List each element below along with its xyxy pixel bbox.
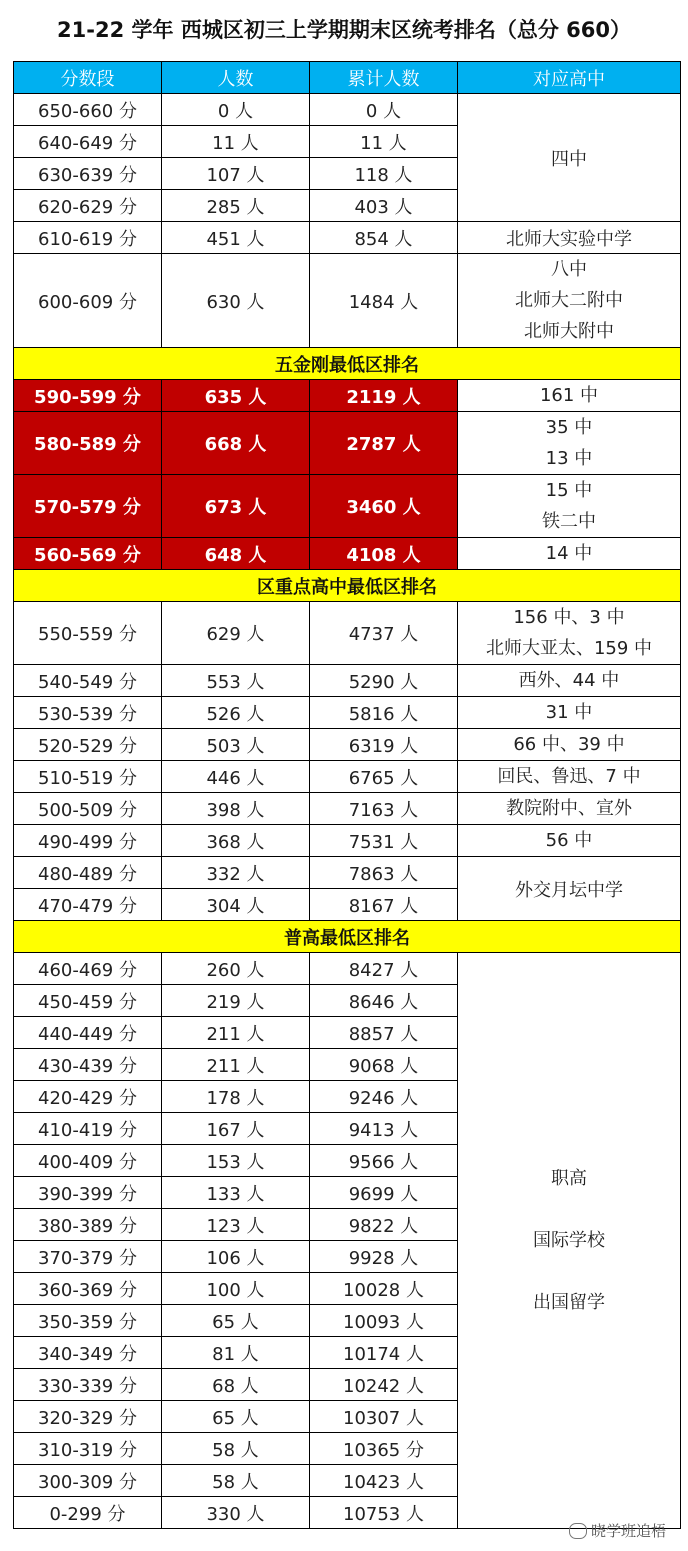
- school-cell: [458, 412, 681, 475]
- header-row: [14, 62, 681, 94]
- cumulative-cell: 4737 人: [310, 602, 458, 665]
- cumulative-cell: 9699 人: [310, 1177, 458, 1209]
- page-title: 21-22 学年 西城区初三上学期期末区统考排名（总分 660）: [57, 18, 631, 42]
- school-name: 教院附中、宣外: [506, 798, 632, 819]
- table-row: [14, 825, 681, 857]
- count-cell: 332 人: [162, 857, 310, 889]
- count-cell: 106 人: [162, 1241, 310, 1273]
- section-row: [14, 570, 681, 602]
- cumulative-cell: 2787 人: [310, 412, 458, 475]
- cumulative-cell: 5290 人: [310, 665, 458, 697]
- range-cell: 500-509 分: [14, 793, 162, 825]
- school-name: 14 中: [545, 543, 593, 564]
- count-cell: 630 人: [162, 254, 310, 348]
- table-row: [14, 665, 681, 697]
- school-cell: [458, 793, 681, 825]
- school-cell: 北师大实验中学: [458, 222, 681, 254]
- cumulative-cell: 7531 人: [310, 825, 458, 857]
- school-name: 西外、44 中: [518, 670, 620, 691]
- count-cell: 81 人: [162, 1337, 310, 1369]
- range-cell: 470-479 分: [14, 889, 162, 921]
- count-cell: 526 人: [162, 697, 310, 729]
- school-name: 35 中: [545, 417, 593, 438]
- range-cell: 600-609 分: [14, 254, 162, 348]
- header-range: 分数段: [14, 62, 162, 94]
- school-name: 北师大亚太、159 中: [485, 638, 653, 659]
- school-name: 出国留学: [533, 1291, 605, 1313]
- count-cell: 58 人: [162, 1433, 310, 1465]
- range-cell: 440-449 分: [14, 1017, 162, 1049]
- range-cell: 0-299 分: [14, 1497, 162, 1529]
- header-cumulative: 累计人数: [310, 62, 458, 94]
- ranking-table: [13, 61, 681, 1529]
- school-name: 161 中: [539, 385, 599, 406]
- count-cell: 178 人: [162, 1081, 310, 1113]
- cumulative-cell: 9822 人: [310, 1209, 458, 1241]
- range-cell: 410-419 分: [14, 1113, 162, 1145]
- range-cell: 360-369 分: [14, 1273, 162, 1305]
- cumulative-cell: 8167 人: [310, 889, 458, 921]
- table-row: [14, 222, 681, 254]
- table-row: [14, 953, 681, 985]
- count-cell: 68 人: [162, 1369, 310, 1401]
- count-cell: 167 人: [162, 1113, 310, 1145]
- cumulative-cell: 9928 人: [310, 1241, 458, 1273]
- table-row: [14, 857, 681, 889]
- school-name: 北师大附中: [524, 321, 614, 342]
- cumulative-cell: 11 人: [310, 126, 458, 158]
- table-body: [14, 94, 681, 1529]
- watermark-text: 晓学班追梧: [590, 1522, 666, 1540]
- school-cell: [458, 665, 681, 697]
- range-cell: 610-619 分: [14, 222, 162, 254]
- school-cell: [458, 729, 681, 761]
- table-row: [14, 538, 681, 570]
- range-cell: 510-519 分: [14, 761, 162, 793]
- cumulative-cell: 4108 人: [310, 538, 458, 570]
- count-cell: 635 人: [162, 380, 310, 412]
- school-cell: [458, 380, 681, 412]
- school-name: 职高: [551, 1167, 587, 1189]
- count-cell: 285 人: [162, 190, 310, 222]
- school-name: 八中: [551, 259, 587, 280]
- school-cell: [458, 697, 681, 729]
- count-cell: 368 人: [162, 825, 310, 857]
- table-row: [14, 254, 681, 348]
- cumulative-cell: 7863 人: [310, 857, 458, 889]
- range-cell: 550-559 分: [14, 602, 162, 665]
- cumulative-cell: 8857 人: [310, 1017, 458, 1049]
- school-cell: [458, 761, 681, 793]
- cumulative-cell: 3460 人: [310, 475, 458, 538]
- school-name: 北师大二附中: [515, 290, 623, 311]
- school-name: 国际学校: [533, 1229, 605, 1251]
- cumulative-cell: 10365 分: [310, 1433, 458, 1465]
- count-cell: 219 人: [162, 985, 310, 1017]
- count-cell: 398 人: [162, 793, 310, 825]
- cumulative-cell: 8427 人: [310, 953, 458, 985]
- range-cell: 520-529 分: [14, 729, 162, 761]
- wechat-icon: [569, 1523, 587, 1539]
- cumulative-cell: 9413 人: [310, 1113, 458, 1145]
- range-cell: 450-459 分: [14, 985, 162, 1017]
- range-cell: 580-589 分: [14, 412, 162, 475]
- header-school: 对应高中: [458, 62, 681, 94]
- school-cell: [458, 254, 681, 348]
- range-cell: 480-489 分: [14, 857, 162, 889]
- cumulative-cell: 2119 人: [310, 380, 458, 412]
- table-row: [14, 602, 681, 665]
- range-cell: 650-660 分: [14, 94, 162, 126]
- table-row: [14, 793, 681, 825]
- cumulative-cell: 8646 人: [310, 985, 458, 1017]
- school-name: 回民、鲁迅、7 中: [497, 766, 641, 787]
- cumulative-cell: 6319 人: [310, 729, 458, 761]
- count-cell: 668 人: [162, 412, 310, 475]
- range-cell: 570-579 分: [14, 475, 162, 538]
- count-cell: 65 人: [162, 1401, 310, 1433]
- range-cell: 420-429 分: [14, 1081, 162, 1113]
- range-cell: 460-469 分: [14, 953, 162, 985]
- count-cell: 211 人: [162, 1049, 310, 1081]
- school-name: 13 中: [545, 448, 593, 469]
- range-cell: 300-309 分: [14, 1465, 162, 1497]
- range-cell: 390-399 分: [14, 1177, 162, 1209]
- section-row: [14, 348, 681, 380]
- school-name: 铁二中: [542, 511, 596, 532]
- cumulative-cell: 10028 人: [310, 1273, 458, 1305]
- school-cell: 外交月坛中学: [458, 857, 681, 921]
- cumulative-cell: 9068 人: [310, 1049, 458, 1081]
- school-name: 56 中: [545, 830, 593, 851]
- school-cell: [458, 602, 681, 665]
- table-row: [14, 729, 681, 761]
- cumulative-cell: 1484 人: [310, 254, 458, 348]
- range-cell: 400-409 分: [14, 1145, 162, 1177]
- range-cell: 380-389 分: [14, 1209, 162, 1241]
- cumulative-cell: 10423 人: [310, 1465, 458, 1497]
- cumulative-cell: 9566 人: [310, 1145, 458, 1177]
- watermark: [569, 1520, 666, 1541]
- school-name: 66 中、39 中: [513, 734, 625, 755]
- header-count: 人数: [162, 62, 310, 94]
- section-title: 区重点高中最低区排名: [14, 570, 681, 602]
- table-row: [14, 380, 681, 412]
- range-cell: 620-629 分: [14, 190, 162, 222]
- count-cell: 100 人: [162, 1273, 310, 1305]
- cumulative-cell: 5816 人: [310, 697, 458, 729]
- count-cell: 123 人: [162, 1209, 310, 1241]
- range-cell: 310-319 分: [14, 1433, 162, 1465]
- count-cell: 304 人: [162, 889, 310, 921]
- school-name: 15 中: [545, 480, 593, 501]
- section-row: [14, 921, 681, 953]
- school-cell: [458, 538, 681, 570]
- count-cell: 211 人: [162, 1017, 310, 1049]
- range-cell: 590-599 分: [14, 380, 162, 412]
- count-cell: 553 人: [162, 665, 310, 697]
- range-cell: 490-499 分: [14, 825, 162, 857]
- range-cell: 320-329 分: [14, 1401, 162, 1433]
- school-cell: [458, 825, 681, 857]
- cumulative-cell: 9246 人: [310, 1081, 458, 1113]
- range-cell: 330-339 分: [14, 1369, 162, 1401]
- count-cell: 58 人: [162, 1465, 310, 1497]
- count-cell: 65 人: [162, 1305, 310, 1337]
- cumulative-cell: 6765 人: [310, 761, 458, 793]
- table-row: [14, 94, 681, 126]
- table-row: [14, 697, 681, 729]
- count-cell: 330 人: [162, 1497, 310, 1529]
- range-cell: 540-549 分: [14, 665, 162, 697]
- range-cell: 370-379 分: [14, 1241, 162, 1273]
- school-name: 156 中、3 中: [513, 607, 625, 628]
- range-cell: 530-539 分: [14, 697, 162, 729]
- count-cell: 629 人: [162, 602, 310, 665]
- cumulative-cell: 10307 人: [310, 1401, 458, 1433]
- count-cell: 0 人: [162, 94, 310, 126]
- cumulative-cell: 10093 人: [310, 1305, 458, 1337]
- cumulative-cell: 118 人: [310, 158, 458, 190]
- count-cell: 107 人: [162, 158, 310, 190]
- count-cell: 451 人: [162, 222, 310, 254]
- table-row: [14, 412, 681, 475]
- school-cell: [458, 953, 681, 1529]
- count-cell: 153 人: [162, 1145, 310, 1177]
- range-cell: 350-359 分: [14, 1305, 162, 1337]
- cumulative-cell: 854 人: [310, 222, 458, 254]
- count-cell: 133 人: [162, 1177, 310, 1209]
- count-cell: 260 人: [162, 953, 310, 985]
- cumulative-cell: 0 人: [310, 94, 458, 126]
- cumulative-cell: 10174 人: [310, 1337, 458, 1369]
- range-cell: 340-349 分: [14, 1337, 162, 1369]
- cumulative-cell: 10242 人: [310, 1369, 458, 1401]
- section-title: 五金刚最低区排名: [14, 348, 681, 380]
- count-cell: 11 人: [162, 126, 310, 158]
- count-cell: 503 人: [162, 729, 310, 761]
- cumulative-cell: 7163 人: [310, 793, 458, 825]
- count-cell: 446 人: [162, 761, 310, 793]
- school-cell: 四中: [458, 94, 681, 222]
- count-cell: 648 人: [162, 538, 310, 570]
- range-cell: 640-649 分: [14, 126, 162, 158]
- range-cell: 630-639 分: [14, 158, 162, 190]
- table-row: [14, 761, 681, 793]
- school-cell: [458, 475, 681, 538]
- range-cell: 430-439 分: [14, 1049, 162, 1081]
- school-name: 31 中: [545, 702, 593, 723]
- table-row: [14, 475, 681, 538]
- count-cell: 673 人: [162, 475, 310, 538]
- cumulative-cell: 10753 人: [310, 1497, 458, 1529]
- section-title: 普高最低区排名: [14, 921, 681, 953]
- cumulative-cell: 403 人: [310, 190, 458, 222]
- range-cell: 560-569 分: [14, 538, 162, 570]
